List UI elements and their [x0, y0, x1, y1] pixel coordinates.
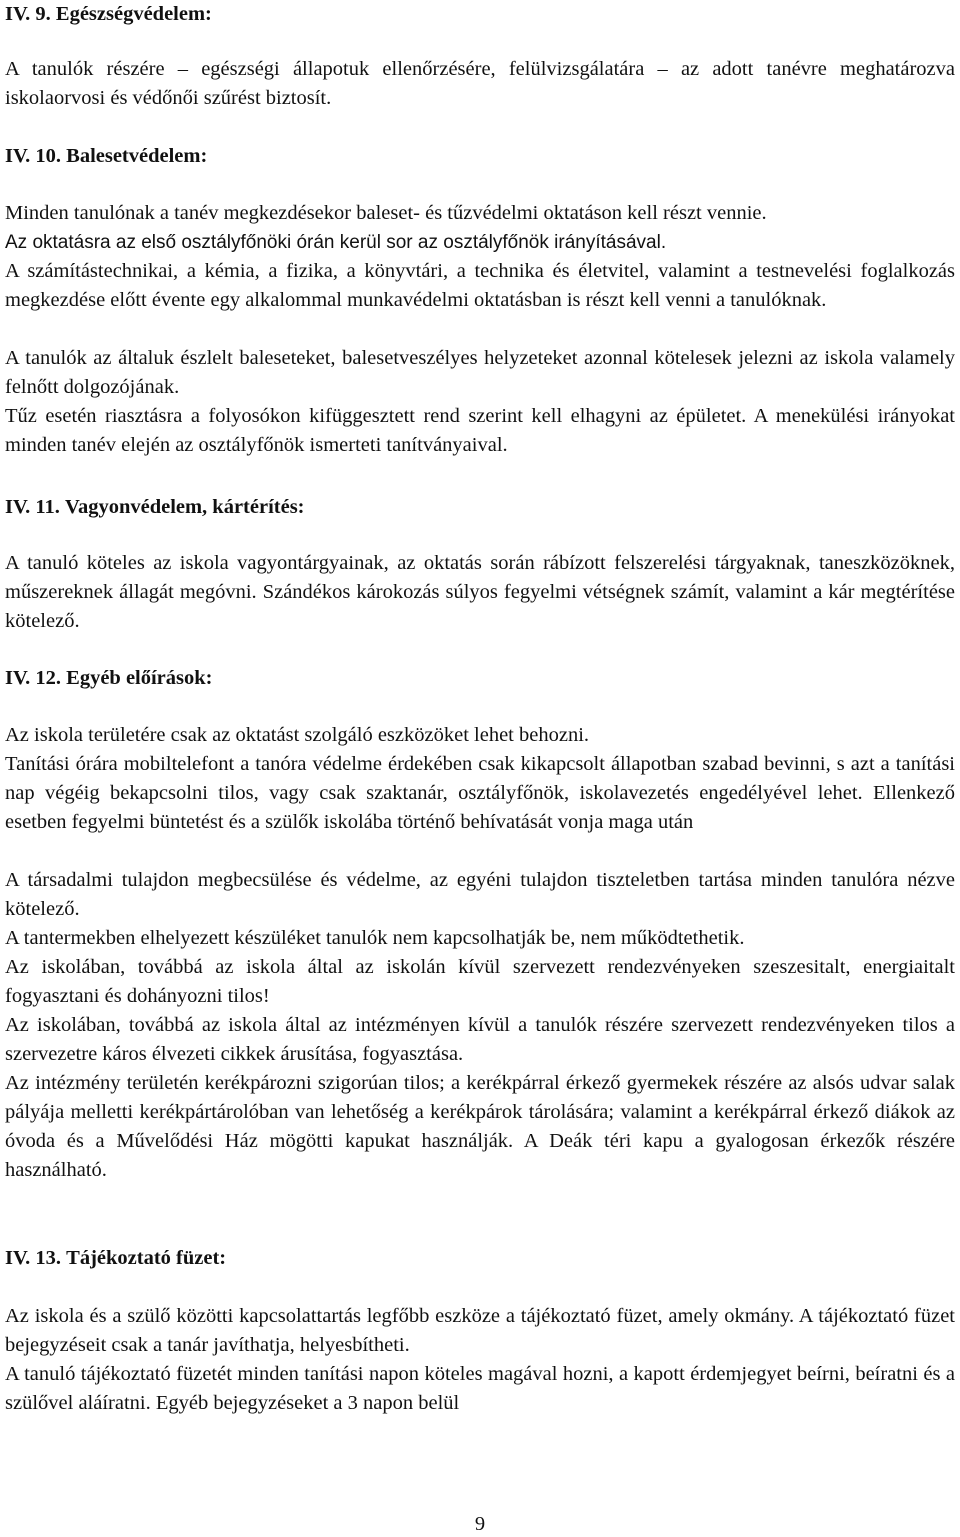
paragraph: A tanulók az általuk észlelt baleseteket, balesetveszélyes helyzeteket azonnal kötelesek jelezni az iskola valamely felnőtt dolgozójának. — [5, 347, 955, 398]
paragraph: A tanuló tájékoztató füzetét minden tanítási napon köteles magával hozni, a kapott érdemjegyet beírni, beíratni és a szülővel aláíratni. Egyéb bejegyzéseket a 3 napon belül — [5, 1363, 955, 1414]
paragraph: A tanuló köteles az iskola vagyontárgyainak, az oktatás során rábízott felszerelési tárgyaknak, taneszközöknek, műszereknek állagát megóvni. Szándékos károkozás súlyos fegyelmi vétségnek számít, valamint a kár megtérítése kötelező. — [5, 552, 955, 632]
paragraph: Az oktatásra az első osztályfőnöki órán kerül sor az osztályfőnök irányításával. — [5, 232, 667, 253]
section-title: Egyéb előírások: — [66, 667, 213, 689]
paragraph: Tanítási órára mobiltelefont a tanóra védelme érdekében csak kikapcsolt állapotban szabad bevinni, s azt a tanítási nap végéig bekapcsolni tilos, vagy csak szaktanár, osztályfőnök, iskolavezetés engedélyével lehet. Ellenkező esetben fegyelmi büntetést és a szülők iskolába történő behívatását vonja maga után — [5, 753, 955, 833]
paragraph: A tanulók részére – egészségi állapotuk ellenőrzésére, felülvizsgálatára – az adott tanévre meghatározva iskolaorvosi és védőnői szűrést biztosít. — [5, 58, 955, 109]
section-number: IV. 13. — [5, 1247, 62, 1269]
paragraph: Az intézmény területén kerékpározni szigorúan tilos; a kerékpárral érkező gyermekek részére az alsós udvar salak pályája melletti kerékpártárolóban van lehetőség a kerékpárok tárolására; valamint a kerékpárral érkező diákok az óvoda és a Művelődési Ház mögötti kapukat használják. A Deák téri kapu a gyalogosan érkezők részére használható. — [5, 1072, 955, 1181]
section-title: Vagyonvédelem, kártérítés: — [65, 496, 305, 518]
page-number: 9 — [474, 1513, 486, 1535]
section-number: IV. 11. — [5, 496, 60, 518]
section-heading-9 — [5, 0, 212, 29]
section-heading-13 — [5, 1244, 226, 1273]
section-number: IV. 10. — [5, 145, 62, 167]
paragraph: A tantermekben elhelyezett készüléket tanulók nem kapcsolhatják be, nem működtethetik. — [5, 927, 745, 949]
paragraph: Az iskola és a szülő közötti kapcsolattartás legfőbb eszköze a tájékoztató füzet, amely okmány. A tájékoztató füzet bejegyzéseit csak a tanár javíthatja, helyesbítheti. — [5, 1305, 955, 1356]
paragraph: Tűz esetén riasztásra a folyosókon kifüggesztett rend szerint kell elhagyni az épületet. A menekülési irányokat minden tanév elején az osztályfőnök ismerteti tanítványaival. — [5, 405, 955, 456]
paragraph: Az iskola területére csak az oktatást szolgáló eszközöket lehet behozni. — [5, 724, 590, 746]
section-title: Tájékoztató füzet: — [66, 1247, 227, 1269]
section-number: IV. 12. — [5, 667, 62, 689]
paragraph: Az iskolában, továbbá az iskola által az iskolán kívül szervezett rendezvényeken szeszesitalt, energiaitalt fogyasztani és dohányozni tilos! — [5, 956, 955, 1007]
section-number: IV. 9. — [5, 3, 51, 25]
paragraph: A számítástechnikai, a kémia, a fizika, a könyvtári, a technika és életvitel, valamint a testnevelési foglalkozás megkezdése előtt évente egy alkalommal munkavédelmi oktatásban is részt kell venni a tanulóknak. — [5, 260, 955, 311]
section-title: Balesetvédelem: — [66, 145, 208, 167]
section-heading-10 — [5, 142, 207, 171]
paragraph: Minden tanulónak a tanév megkezdésekor baleset- és tűzvédelmi oktatáson kell részt vennie. — [5, 202, 767, 224]
section-heading-11 — [5, 493, 305, 522]
paragraph: A társadalmi tulajdon megbecsülése és védelme, az egyéni tulajdon tiszteletben tartása minden tanulóra nézve kötelező. — [5, 869, 955, 920]
section-heading-12 — [5, 664, 212, 693]
paragraph: Az iskolában, továbbá az iskola által az intézményen kívül a tanulók részére szervezett rendezvényeken tilos a szervezetre káros élvezeti cikkek árusítása, fogyasztása. — [5, 1014, 955, 1065]
section-title: Egészségvédelem: — [55, 3, 212, 25]
